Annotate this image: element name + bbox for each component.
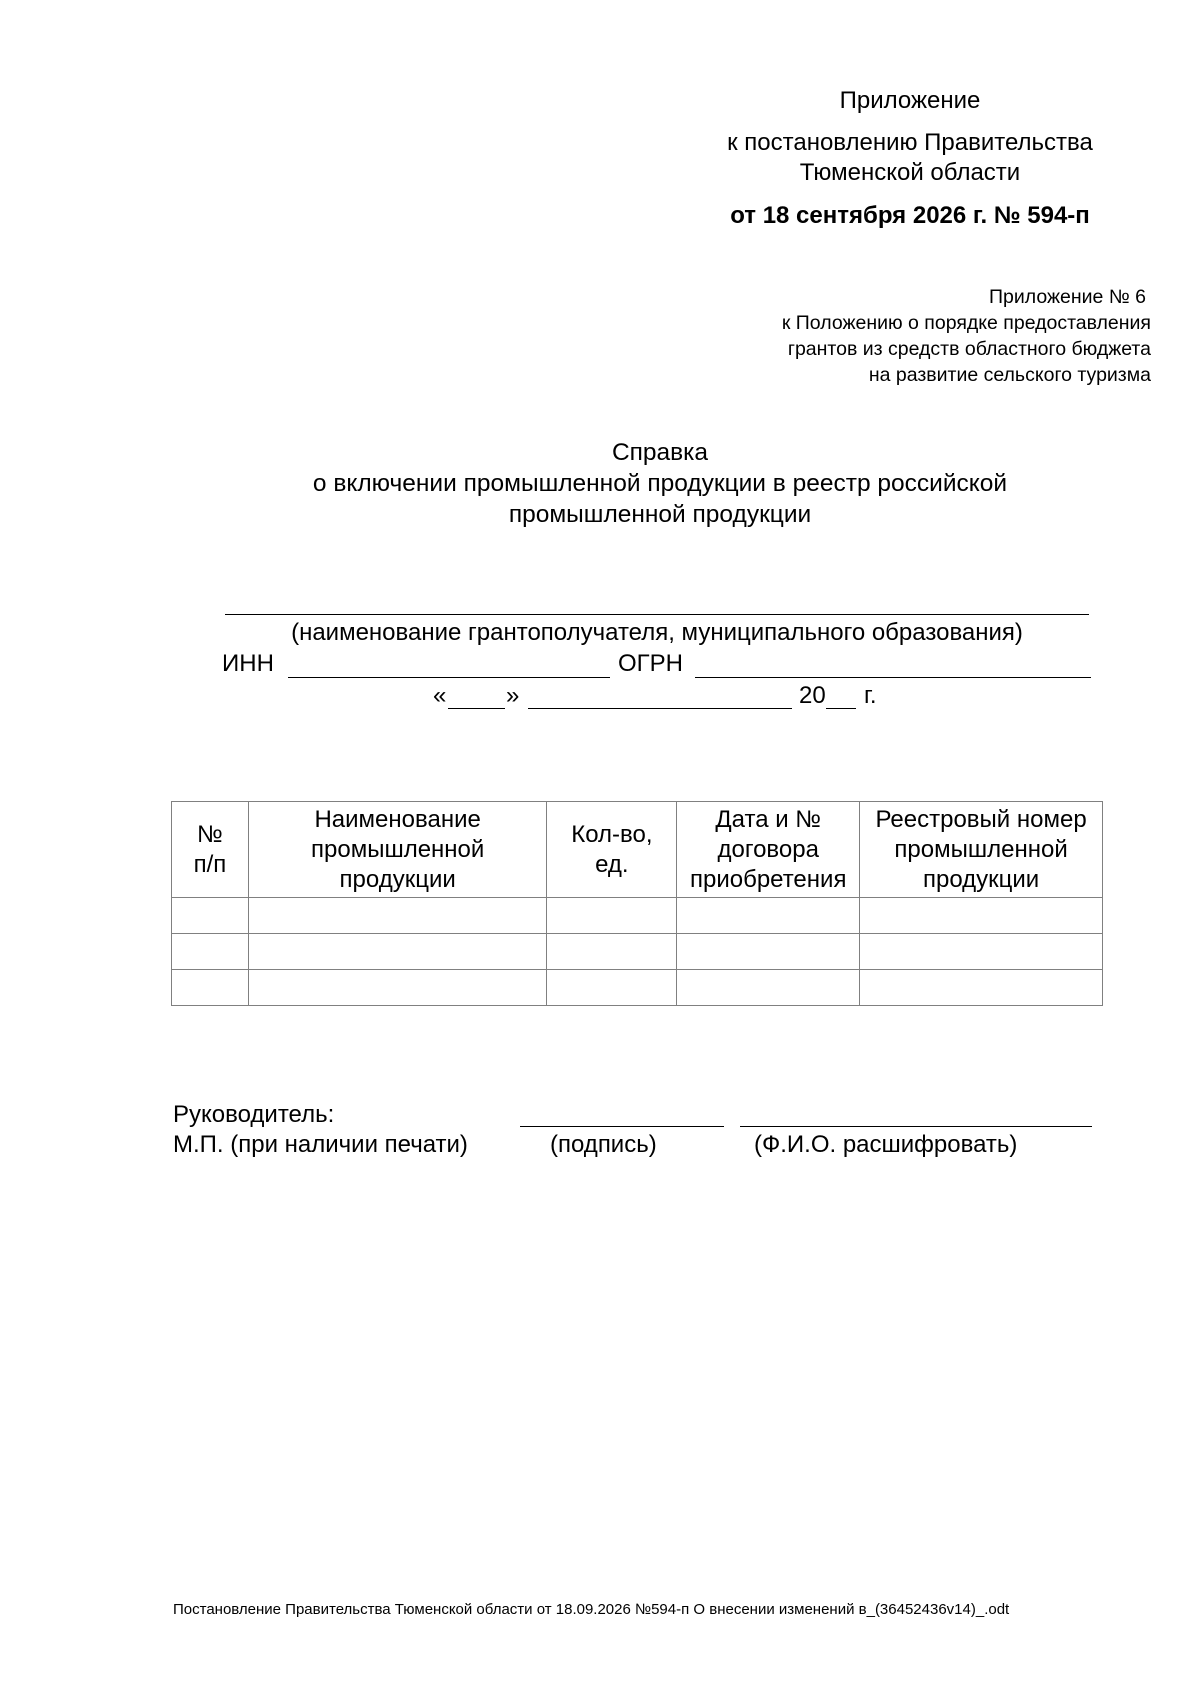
header-line: продукции bbox=[339, 865, 456, 893]
col-quantity-header bbox=[547, 802, 677, 898]
date-day-line bbox=[448, 708, 505, 709]
col-contract-header bbox=[677, 802, 860, 898]
full-name-line bbox=[740, 1126, 1092, 1127]
document-subtitle-line-1: о включении промышленной продукции в реестр российской bbox=[312, 470, 1008, 497]
document-subtitle-line-2: промышленной продукции bbox=[508, 501, 812, 528]
header-line: Наименование bbox=[314, 805, 481, 833]
signature-line bbox=[520, 1126, 724, 1127]
table-cell[interactable] bbox=[860, 898, 1103, 934]
header-line: Реестровый номер bbox=[875, 805, 1087, 833]
table-cell[interactable] bbox=[547, 898, 677, 934]
table-cell[interactable] bbox=[248, 934, 547, 970]
ogrn-label: ОГРН bbox=[618, 650, 684, 677]
header-line: Дата и № bbox=[715, 805, 822, 833]
table-cell[interactable] bbox=[172, 934, 249, 970]
signature-caption: (подпись) bbox=[550, 1131, 657, 1158]
full-name-caption: (Ф.И.О. расшифровать) bbox=[754, 1131, 1018, 1158]
sub-appendix-line-1: Приложение № 6 bbox=[989, 286, 1146, 308]
inn-field-line bbox=[288, 677, 610, 678]
table-cell[interactable] bbox=[677, 898, 860, 934]
year-suffix: г. bbox=[864, 682, 877, 709]
sub-appendix-line-3: грантов из средств областного бюджета bbox=[787, 338, 1151, 360]
head-label: Руководитель: bbox=[173, 1101, 335, 1128]
document-footer: Постановление Правительства Тюменской области от 18.09.2026 №594-п О внесении изменений в_(36452436v14)_.odt bbox=[173, 1601, 1010, 1618]
header-line: промышленной bbox=[311, 835, 485, 863]
ogrn-field-line bbox=[695, 677, 1091, 678]
header-line: ед. bbox=[595, 850, 629, 878]
header-line: приобретения bbox=[689, 865, 847, 893]
resolution-line-1: к постановлению Правительства bbox=[727, 129, 1093, 156]
header-line: № bbox=[197, 820, 223, 848]
table-row bbox=[172, 934, 1103, 970]
table-cell[interactable] bbox=[172, 970, 249, 1006]
table-header-row bbox=[172, 802, 1103, 898]
recipient-caption: (наименование грантополучателя, муниципального образования) bbox=[291, 619, 1023, 646]
stamp-label: М.П. (при наличии печати) bbox=[173, 1131, 468, 1158]
header-line: промышленной bbox=[894, 835, 1068, 863]
table-cell[interactable] bbox=[248, 970, 547, 1006]
document-title: Справка bbox=[611, 439, 709, 466]
inn-label: ИНН bbox=[222, 650, 274, 677]
table-cell[interactable] bbox=[677, 934, 860, 970]
table-cell[interactable] bbox=[547, 970, 677, 1006]
sub-appendix-line-2: к Положению о порядке предоставления bbox=[781, 312, 1151, 334]
col-registry-number-header bbox=[860, 802, 1103, 898]
sub-appendix-line-4: на развитие сельского туризма bbox=[868, 364, 1151, 386]
resolution-date-number: от 18 сентября 2026 г. № 594-п bbox=[730, 202, 1090, 229]
table-cell[interactable] bbox=[248, 898, 547, 934]
header-line: Кол-во, bbox=[571, 820, 653, 848]
table-cell[interactable] bbox=[547, 934, 677, 970]
resolution-line-2: Тюменской области bbox=[799, 159, 1021, 186]
date-month-line bbox=[528, 708, 792, 709]
table-cell[interactable] bbox=[860, 934, 1103, 970]
appendix-heading: Приложение bbox=[839, 87, 981, 114]
year-prefix: 20 bbox=[799, 682, 826, 709]
date-close-quote: » bbox=[506, 682, 520, 709]
table-row bbox=[172, 898, 1103, 934]
header-line: п/п bbox=[193, 850, 227, 878]
table-row bbox=[172, 970, 1103, 1006]
table-cell[interactable] bbox=[172, 898, 249, 934]
year-line bbox=[826, 708, 856, 709]
date-open-quote: « bbox=[433, 682, 447, 709]
col-product-name-header bbox=[248, 802, 547, 898]
table-cell[interactable] bbox=[860, 970, 1103, 1006]
recipient-name-line bbox=[225, 614, 1089, 615]
table-cell[interactable] bbox=[677, 970, 860, 1006]
header-line: договора bbox=[717, 835, 819, 863]
products-table bbox=[171, 801, 1103, 1006]
header-line: продукции bbox=[922, 865, 1040, 893]
col-number-header bbox=[172, 802, 249, 898]
